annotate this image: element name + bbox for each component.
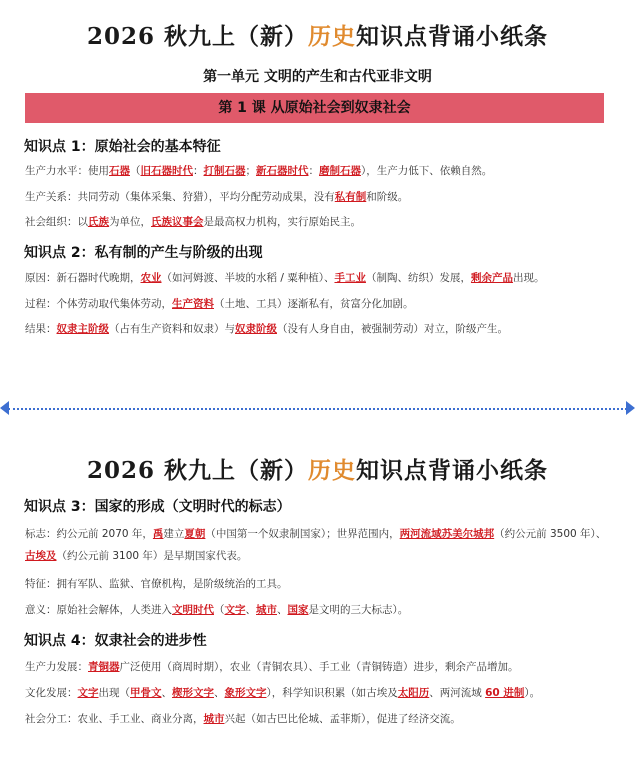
keyword: 青铜器 <box>88 661 120 673</box>
keyword: 氏族议事会 <box>151 216 204 228</box>
keyword: 文字 <box>77 687 99 699</box>
text-segment: 生产力发展： <box>25 661 88 673</box>
text-segment: ），科学知识积累（如古埃及 <box>266 687 398 699</box>
text-segment: 、两河流域 <box>429 687 486 699</box>
text-segment: ： <box>308 165 319 177</box>
title-suffix-2: 知识点背诵小纸条 <box>356 457 549 484</box>
keyword: 古埃及 <box>25 550 57 562</box>
text-segment: （ <box>130 165 141 177</box>
kp3-heading: 知识点 3：国家的形成（文明时代的标志） <box>24 499 291 515</box>
keyword: 氏族 <box>88 216 109 228</box>
text-segment: 标志：约公元前 2070 年， <box>25 528 153 540</box>
keyword: 国家 <box>287 604 309 616</box>
text-segment: 和阶级。 <box>366 191 409 203</box>
keyword: 新石器时代 <box>256 165 309 177</box>
title-accent: 历史 <box>308 23 357 50</box>
text-segment: （占有生产资料和奴隶）与 <box>109 323 235 335</box>
text-segment: （约公元前 3500 年）、 <box>494 528 607 540</box>
text-segment: 结果： <box>25 323 57 335</box>
keyword: 60 进制 <box>485 687 525 699</box>
text-segment: 、 <box>214 687 225 699</box>
kp4-line-3 <box>25 711 615 727</box>
text-segment: 、 <box>277 604 288 616</box>
text-segment: 生产关系：共同劳动（集体采集、狩猎），平均分配劳动成果，没有 <box>25 191 335 203</box>
text-segment: （土地、工具）逐渐私有，贫富分化加剧。 <box>214 298 414 310</box>
keyword: 两河流域苏美尔城邦 <box>399 528 495 540</box>
kp2-line-2 <box>25 296 615 312</box>
text-segment: 是最高权力机构，实行原始民主。 <box>203 216 361 228</box>
keyword: 甲骨文 <box>130 687 162 699</box>
kp4-heading: 知识点 4：奴隶社会的进步性 <box>24 633 207 649</box>
text-segment: 建立 <box>163 528 185 540</box>
page-title <box>0 18 635 51</box>
keyword: 夏朝 <box>184 528 206 540</box>
keyword: 手工业 <box>334 272 366 284</box>
text-segment: （没有人身自由，被强制劳动）对立，阶级产生。 <box>277 323 508 335</box>
keyword: 旧石器时代 <box>140 165 193 177</box>
keyword: 象形文字 <box>224 687 267 699</box>
text-segment: 出现。 <box>512 272 545 284</box>
keyword: 生产资料 <box>172 298 214 310</box>
text-segment: 社会分工：农业、手工业、商业分离， <box>25 713 204 725</box>
kp3-line-3 <box>25 602 615 618</box>
section-divider <box>8 408 627 410</box>
text-segment: ； <box>245 165 256 177</box>
keyword: 楔形文字 <box>172 687 214 699</box>
kp1-heading: 知识点 1：原始社会的基本特征 <box>24 139 221 155</box>
lesson-banner: 第 1 课 从原始社会到奴隶社会 <box>25 93 604 123</box>
kp3-line-2 <box>25 576 615 592</box>
text-segment: 是文明的三大标志）。 <box>308 604 409 616</box>
kp3-line-1 <box>25 523 609 567</box>
keyword: 太阳历 <box>397 687 430 699</box>
kp2-heading: 知识点 2：私有制的产生与阶级的出现 <box>24 245 263 261</box>
text-segment: 出现（ <box>98 687 130 699</box>
text-segment: （约公元前 3100 年）是早期国家代表。 <box>56 550 248 562</box>
unit-title: 第一单元 文明的产生和古代亚非文明 <box>203 69 432 85</box>
text-segment: 兴起（如古巴比伦城、孟菲斯），促进了经济交流。 <box>224 713 461 725</box>
kp1-line-1 <box>25 163 615 179</box>
text-segment: 过程：个体劳动取代集体劳动， <box>25 298 172 310</box>
title-prefix-2: 2026 秋九上（新） <box>86 457 309 484</box>
text-segment: 、 <box>245 604 256 616</box>
keyword: 磨制石器 <box>319 165 361 177</box>
keyword: 文字 <box>224 604 246 616</box>
divider-right-arrow-icon <box>626 401 635 415</box>
keyword: 打制石器 <box>203 165 246 177</box>
keyword: 私有制 <box>334 191 367 203</box>
kp2-line-3 <box>25 321 615 337</box>
text-segment: 意义：原始社会解体，人类进入 <box>25 604 172 616</box>
title-prefix: 2026 秋九上（新） <box>86 23 309 50</box>
text-segment: 社会组织：以 <box>25 216 88 228</box>
text-segment: 生产力水平：使用 <box>25 165 109 177</box>
text-segment: ）。 <box>524 687 541 699</box>
text-segment: ），生产力低下、依赖自然。 <box>361 165 493 177</box>
text-segment: ： <box>193 165 204 177</box>
keyword: 禹 <box>152 528 164 540</box>
kp4-line-2 <box>25 685 615 701</box>
kp1-line-2 <box>25 189 615 205</box>
page-title-2 <box>0 452 635 485</box>
keyword: 城市 <box>203 713 225 725</box>
kp1-line-3 <box>25 214 615 230</box>
kp4-line-1 <box>25 659 615 675</box>
keyword: 奴隶主阶级 <box>56 323 109 335</box>
keyword: 奴隶阶级 <box>235 323 277 335</box>
keyword: 文明时代 <box>172 604 214 616</box>
text-segment: 文化发展： <box>25 687 78 699</box>
text-segment: （如河姆渡、半坡的水稻 / 粟种植）、 <box>161 272 335 284</box>
keyword: 石器 <box>109 165 130 177</box>
text-segment: 特征：拥有军队、监狱、官僚机构，是阶级统治的工具。 <box>25 578 288 590</box>
keyword: 剩余产品 <box>470 272 513 284</box>
keyword: 城市 <box>256 604 277 616</box>
text-segment: 、 <box>161 687 172 699</box>
text-segment: 为单位， <box>109 216 151 228</box>
kp2-line-1 <box>25 270 615 286</box>
text-segment: 原因：新石器时代晚期， <box>25 272 141 284</box>
text-segment: （中国第一个奴隶制国家）；世界范围内， <box>205 528 400 540</box>
keyword: 农业 <box>140 272 162 284</box>
text-segment: （ <box>214 604 225 616</box>
title-suffix: 知识点背诵小纸条 <box>356 23 549 50</box>
text-segment: （制陶、纺织）发展， <box>365 272 471 284</box>
text-segment: 广泛使用（商周时期），农业（青铜农具）、手工业（青铜铸造）进步，剩余产品增加。 <box>119 661 519 673</box>
title-accent-2: 历史 <box>308 457 357 484</box>
